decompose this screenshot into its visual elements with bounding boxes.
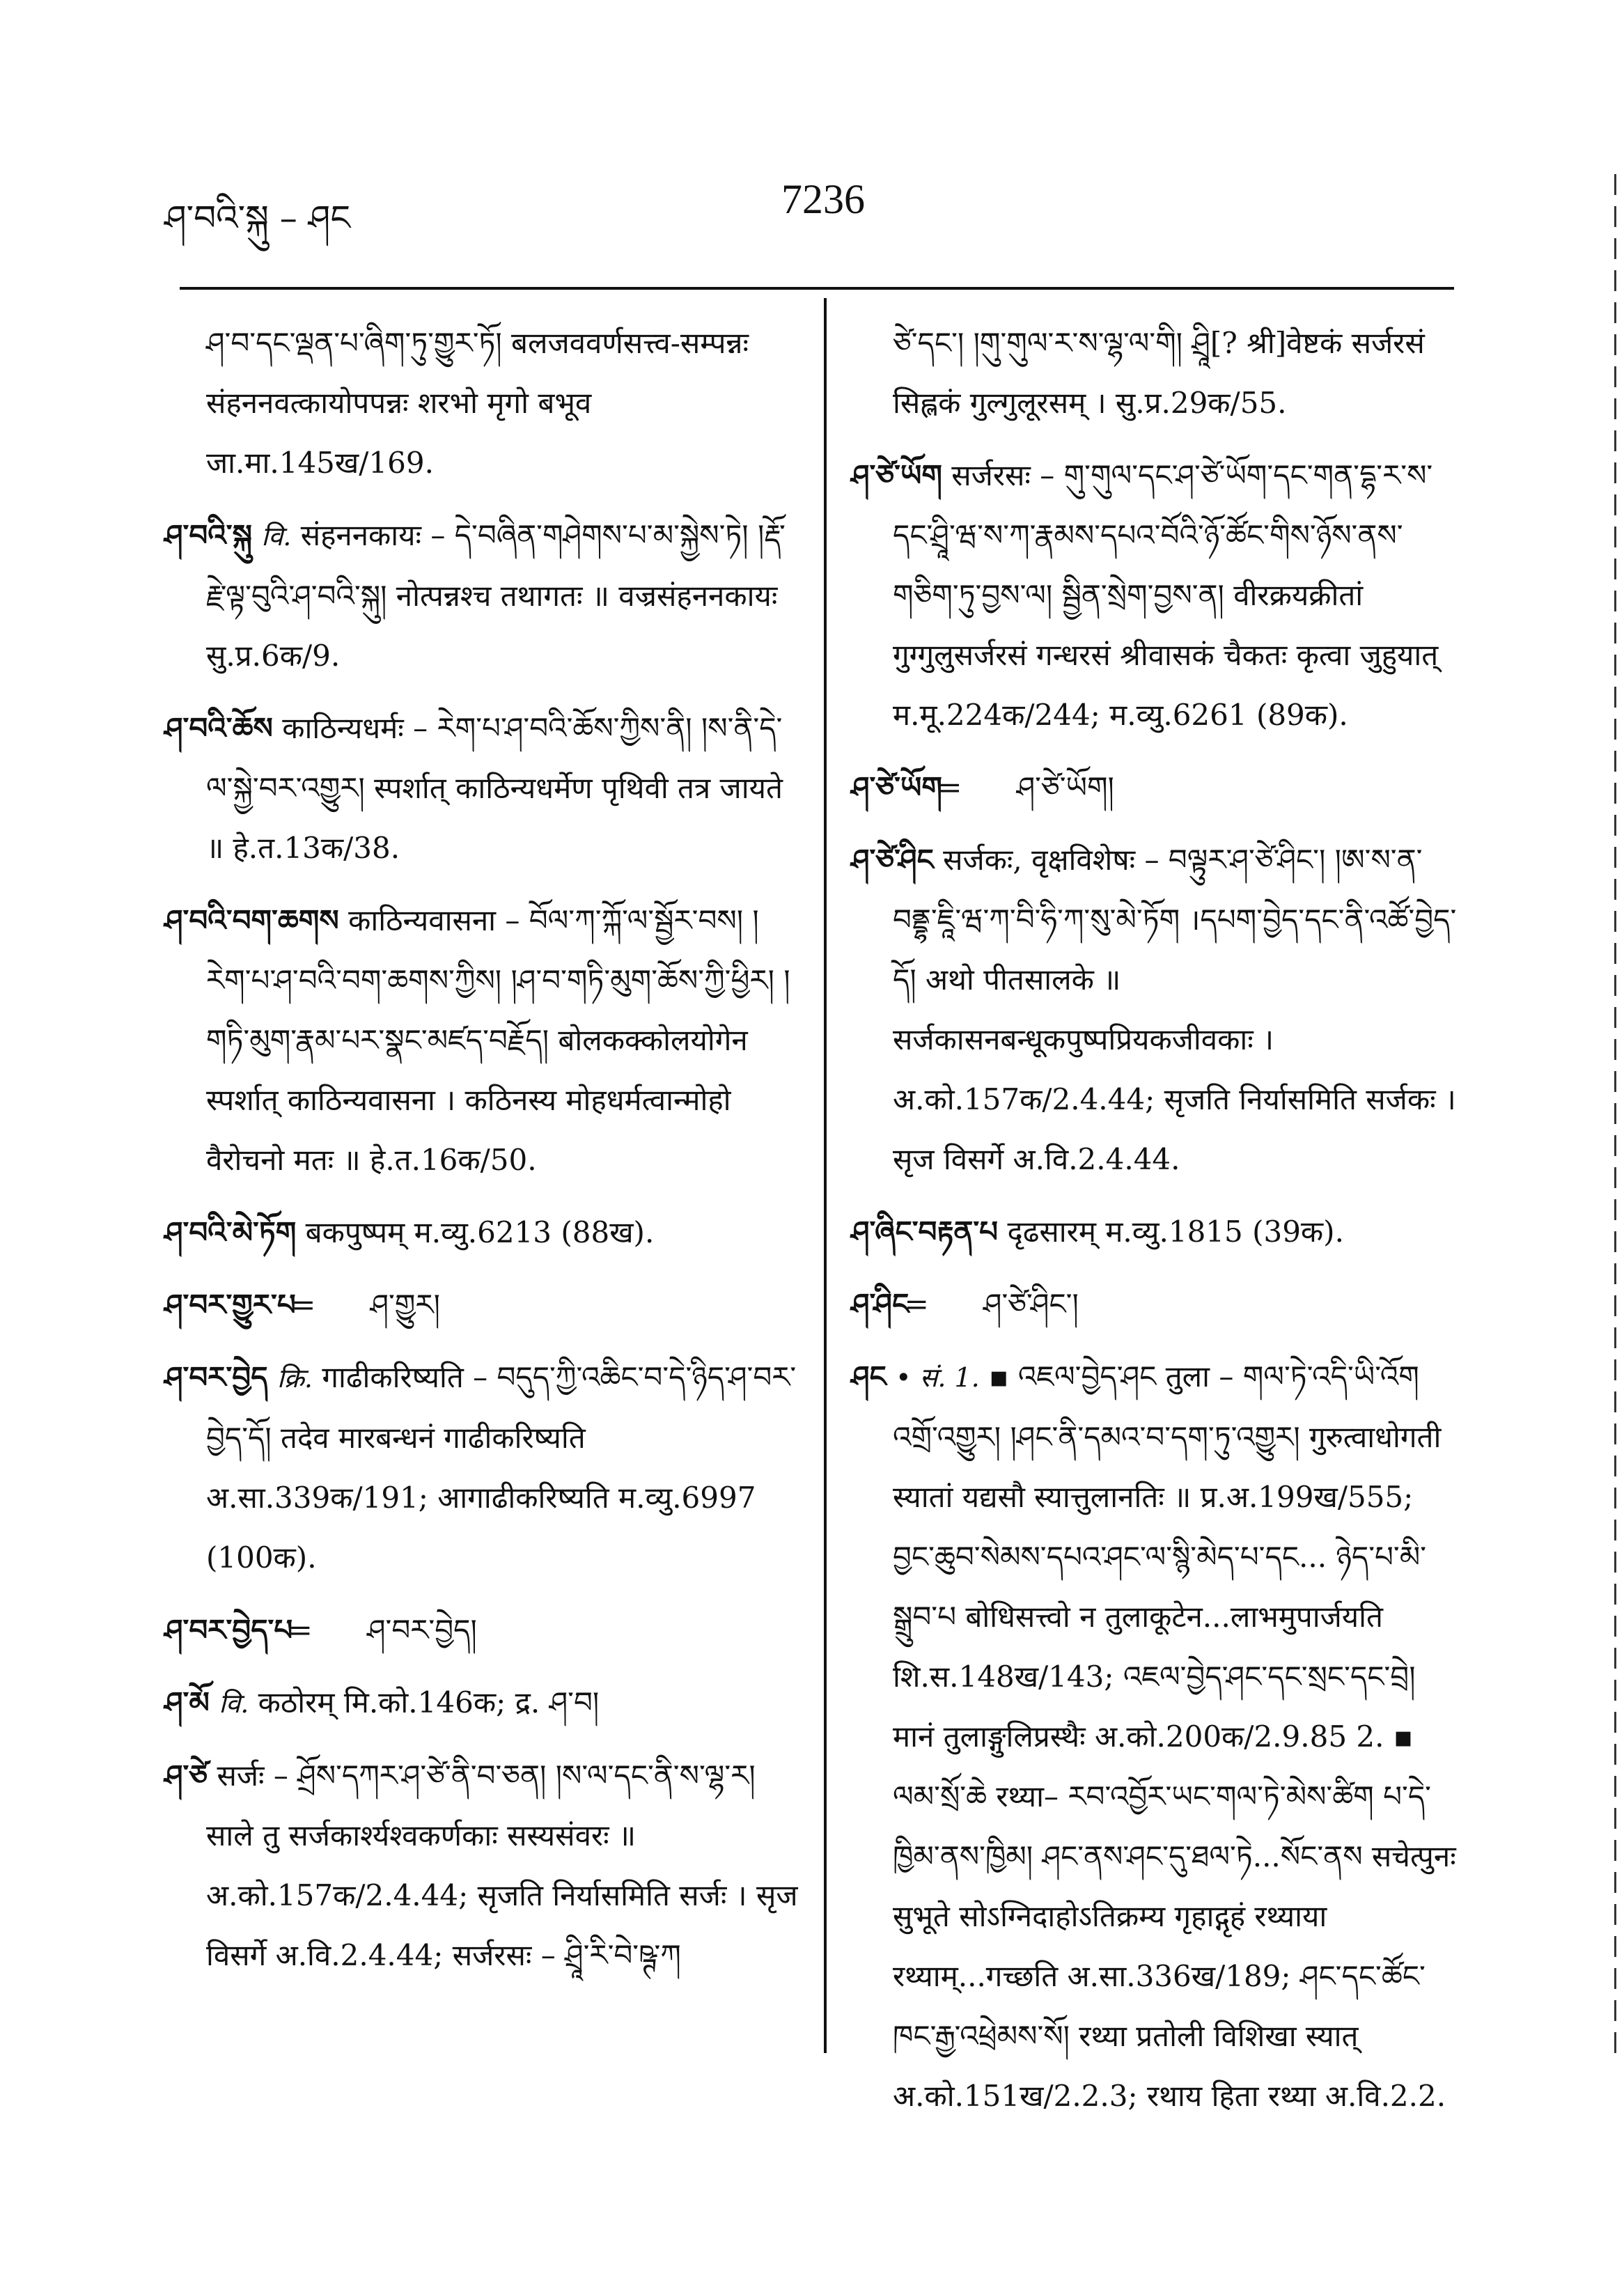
entry-pos: वि. (261, 521, 292, 552)
page-edge-mark (1614, 174, 1616, 2054)
entry-headword: ཤ་བར་བྱེད་པ (164, 1613, 293, 1647)
dictionary-entry (164, 1746, 798, 1986)
entry-text: संहननकायः – དེ་བཞིན་གཤེགས་པ་མ་སྐྱེས་ཏེ། །རྡོ་རྗེ་ལྟ་བུའི་ཤ་བའི་སྐུ། नोत्पन्नश्च तथागतः ॥ वज्रसंहननकायः सु.प्र.6क/9. (206, 518, 786, 673)
entry-text: ཙེ་དང་། །གུ་གུལ་ར་ས་ལྷ་ལ་གི། ཤྲཱི[? श्री]वेष्टकं सर्जरसं सिह्लकं गुल्गुलूरसम् । सु.प्र.29क/55. (893, 326, 1425, 420)
entry-headword: ཤ་མོ (164, 1685, 210, 1719)
left-column (164, 313, 798, 1998)
dictionary-entry: ཤ་བར་གྱུར་པ = ཤ་གྱུར། (164, 1288, 440, 1322)
entry-text: ཤ་ཙེ་ཡོག། (1016, 770, 1114, 804)
entry-headword: ཤ་ཙེ་ཡོག (851, 458, 942, 492)
dictionary-entry (851, 313, 1457, 433)
entry-pos: वि. (219, 1688, 249, 1719)
dictionary-entry (851, 1202, 1457, 1262)
entry-text: ཤ་ཙེ་ཤིང་། (983, 1287, 1079, 1321)
dictionary-entry (164, 1203, 798, 1263)
entry-text: काठिन्यधर्मः – རེག་པ་ཤ་བའི་ཆོས་ཀྱིས་ནི། །ས་ནི་དེ་ལ་སྐྱེ་བར་འགྱུར། स्पर्शात् काठिन्यधर्मेण पृथिवी तत्र जायते ॥ हे.त.13क/38. (206, 711, 783, 865)
entry-headword: ཤ་བའི་བག་ཆགས (164, 903, 339, 937)
header-rule (180, 287, 1454, 290)
entry-text: ཤ་གྱུར། (370, 1288, 440, 1322)
entry-text: दृढसारम् म.व्यु.1815 (39क). (1007, 1215, 1344, 1249)
dictionary-entry (851, 830, 1457, 1189)
dictionary-entry: ཤ་བར་བྱེད་པ = ཤ་བར་བྱེད། (164, 1613, 477, 1647)
column-divider (824, 298, 827, 2053)
entry-headword: ཤ་ཞིང་བརྟན་པ (851, 1215, 999, 1249)
dictionary-entry (164, 313, 798, 493)
entry-headword: ཤ་བའི་མེ་ཏོག (164, 1215, 297, 1249)
dictionary-entry (164, 699, 798, 878)
dictionary-entry: ཤ་ཙེ་ཡོག = ཤ་ཙེ་ཡོག། (851, 770, 1114, 804)
entry-headword: ཤ་བའི་ཆོས (164, 711, 273, 745)
entry-headword: ཤ་ཙེ་ཤིང (851, 843, 934, 877)
entry-headword: ཤ་བར་བྱེད (164, 1360, 268, 1394)
entry-text: काठिन्यवासना – བོལ་ཀ་ཀྐོ་ལ་སྦྱོར་བས། །རེག་པ་ཤ་བའི་བག་ཆགས་ཀྱིས། །ཤ་བ་གཏི་མུག་ཆོས་ཀྱི་ཕྱིར། །གཏི་མུག་རྣམ་པར་སྣང་མཛད་བརྗོད། बोलकक्कोलयोगेन स्पर्शात् काठिन्यवासना । कठिनस्य मोहधर्मत्वान्मोहो वैरोचनो मतः ॥ हे.त.16क/50. (206, 903, 790, 1177)
dictionary-entry (164, 1673, 798, 1733)
entry-text: बकपुष्पम् म.व्यु.6213 (88ख). (305, 1215, 655, 1249)
entry-text: ཤ་བ་དང་ལྡན་པ་ཞིག་ཏུ་གྱུར་ཏོ། बलजववर्णसत्त्व-सम्पन्नः संहननवत्कायोपपन्नः शरभो मृगो बभूव जा.मा.145ख/169. (206, 326, 749, 480)
dictionary-entry (851, 446, 1457, 745)
entry-pos: क्रि. (276, 1363, 313, 1394)
entry-headword: ཤང (851, 1359, 887, 1394)
entry-text: ▪ འཇལ་བྱེད་ཤང तुला – གལ་ཏེ་འདི་ཡི་འོག འགྲོ་འགྱུར། །ཤང་ནི་དམའ་བ་དག་ཏུ་འགྱུར། गुरुत्वाधोगती स्यातां यद्यसौ स्यात्तुलानतिः ॥ प्र.अ.199ख/555; བྱང་ཆུབ་སེམས་དཔའ་ཤང་ལ་སྙི་མེད་པ་དང... ཉེད་པ་མི་སྒྲུབ་པ बोधिसत्त्वो न तुलाकूटेन...लाभमुपार्जयति शि.स.148ख/143; འཇལ་བྱེད་ཤང་དང་སྲང་དང་བྲེ། मानं तुलाङ्गुलिप्रस्थैः अ.को.200क/2.9.85 2. ▪ ལམ་སྲོ་ཆེ रथ्या– རབ་འབྱོར་ཡང་གལ་ཏེ་མེས་ཚིག པ་དེ་ཁྱིམ་ནས་ཁྱིམ། ཤང་ནས་ཤང་དུ་ཐལ་ཏེ...སོང་ནས सचेत्पुनः सुभूते सोऽग्निदाहोऽतिक्रम्य गृहाद्गृहं रथ्याया रथ्याम्...गच्छति अ.सा.336ख/189; ཤང་དང་ཚོང་ཁང་རྒྱ་འཕྲེམས་སོ། रथ्या प्रतोली विशिखा स्यात् अ.को.151ख/2.2.3; रथाय हिता रथ्या अ.वि.2.2. (893, 1359, 1456, 2113)
entry-pos: • सं. 1. (896, 1362, 980, 1393)
dictionary-entry (164, 1348, 798, 1588)
entry-text: सर्जकः, वृक्षविशेषः – བལྟུར་ཤ་ཙེ་ཤིང་། །ཨ་ས་ན་བནྡྷ་ཇཱི་ཝ་ཀ་བི་ཧི་ཀ་སུ་མེ་ཏོག ।དཔག་བྱེད་དང་ནི་འཚོ་བྱེད་དོ། अथो पीतसालके ॥ सर्जकासनबन्धूकपुष्पप्रियकजीवकाः । अ.को.157क/2.4.44; सृजति निर्यासमिति सर्जकः । सृज विसर्गे अ.वि.2.4.44. (893, 843, 1457, 1176)
dictionary-entry: ཤ་ཤིང = ཤ་ཙེ་ཤིང་། (851, 1287, 1079, 1321)
entry-headword: ཤ་ཙེ་ཡོག (851, 770, 942, 804)
entry-text: सर्जः – ཤྲོས་དཀར་ཤ་ཙེ་ནི་བ་ཅན། །ས་ལ་དང་ནི་ས་ལྷ་ར། साले तु सर्जकार्श्यश्वकर्णकाः सस्यसंवरः ॥ अ.को.157क/2.4.44; सृजति निर्यासमिति सर्जः । सृज विसर्गे अ.वि.2.4.44; सर्जरसः – ཤྲཱི་རི་བེ་ཥྚ་ཀ (206, 1758, 798, 1972)
page-number: 7236 (781, 176, 865, 222)
entry-text: ཤ་བར་བྱེད། (366, 1613, 477, 1647)
entry-text: कठोरम् मि.को.146क; द्र. ཤ་བ། (258, 1685, 600, 1719)
dictionary-entry (164, 506, 798, 686)
dictionary-entry (164, 891, 798, 1190)
entry-headword: ཤ་བའི་སྐུ (164, 518, 252, 552)
entry-headword: ཤ་ཙེ (164, 1758, 208, 1793)
running-head: ཤ་བའི་སྐུ – ཤང (164, 198, 351, 238)
entry-text: सर्जरसः – གུ་གུལ་དང་ཤ་ཙེ་ཡོག་དང་གན་དྷ་ར་ས་དང་ཤྲཱི་ཝ་ས་ཀ་རྣམས་དཔའ་བོའི་ཉོ་ཚོང་གིས་ཉོས་ནས་གཅིག་ཏུ་བྱས་ལ། སྦྱིན་སྲེག་བྱས་ན། वीरक्रयक्रीतां गुग्गुलुसर्जरसं गन्धरसं श्रीवासकं चैकतः कृत्वा जुहुयात् म.मू.224क/244; म.व्यु.6261 (89क). (893, 458, 1439, 732)
entry-headword: ཤ་ཤིང (851, 1287, 909, 1321)
entry-headword: ཤ་བར་གྱུར་པ (164, 1288, 296, 1322)
right-column (851, 313, 1457, 2139)
entry-text: गाढीकरिष्यति – བདུད་ཀྱི་འཆིང་བ་དེ་ཉིད་ཤ་བར་བྱེད་དོ། तदेव मारबन्धनं गाढीकरिष्यति अ.सा.339क/191; आगाढीकरिष्यति म.व्यु.6997 (100क). (206, 1360, 797, 1575)
dictionary-entry (851, 1347, 1457, 2126)
